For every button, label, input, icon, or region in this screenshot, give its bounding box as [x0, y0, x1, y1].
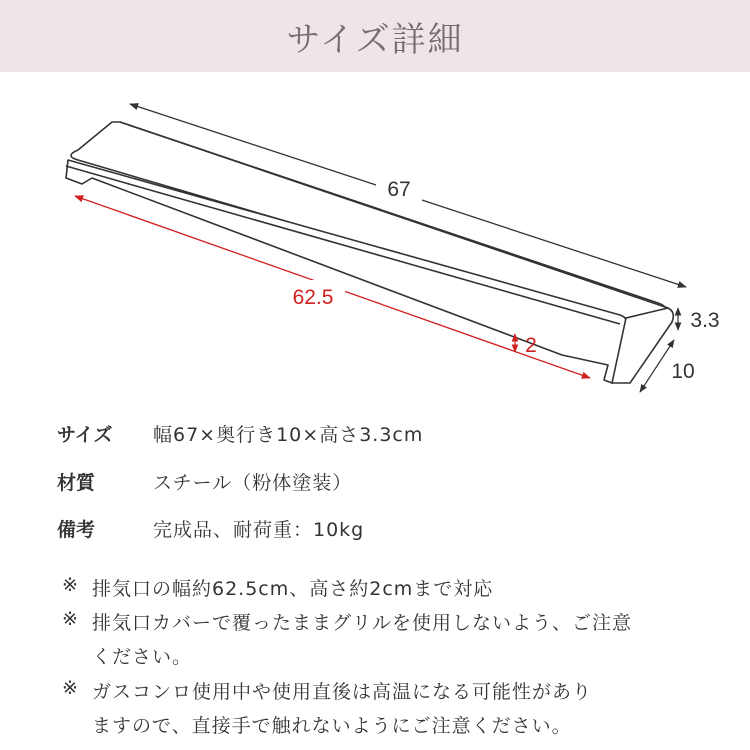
note-text: ガスコンロ使用中や使用直後は高温になる可能性があり [92, 681, 593, 703]
dimension-label-height: 3.3 [690, 309, 720, 332]
note-text: 排気口の幅約62.5cm、高さ約2cmまで対応 [92, 578, 494, 600]
section-header [0, 0, 750, 72]
spec-value: 幅67×奥行き10×高さ3.3cm [153, 424, 424, 446]
note-1 [62, 574, 493, 601]
spec-label: 備考 [57, 519, 96, 541]
note-mark: ※ [62, 574, 79, 596]
note-mark: ※ [62, 677, 79, 699]
dimension-label-inner-width: 62.5 [292, 286, 334, 309]
product-dimension-diagram [0, 72, 750, 412]
note-text: 排気口カバーで覆ったままグリルを使用しないよう、ご注意 [92, 612, 633, 634]
note-3 [62, 677, 592, 704]
dimension-label-clearance: 2 [525, 334, 537, 357]
spec-value: 完成品、耐荷重：10kg [153, 519, 365, 541]
note-2 [62, 608, 632, 635]
note-2-continued [92, 642, 192, 669]
spec-label: サイズ [57, 424, 113, 446]
page-title: サイズ詳細 [286, 19, 464, 60]
dimension-label-depth: 10 [671, 360, 695, 383]
spec-row-material [57, 468, 352, 495]
spec-row-remarks [57, 515, 364, 542]
spec-label: 材質 [57, 472, 96, 494]
spec-row-size [57, 420, 423, 447]
note-3-continued [92, 711, 572, 738]
note-text: ください。 [92, 646, 193, 668]
note-mark: ※ [62, 608, 79, 630]
spec-value: スチール（粉体塗装） [153, 472, 353, 494]
dimension-label-width: 67 [387, 178, 411, 201]
note-text: ますので、直接手で触れないようにご注意ください。 [92, 715, 572, 737]
